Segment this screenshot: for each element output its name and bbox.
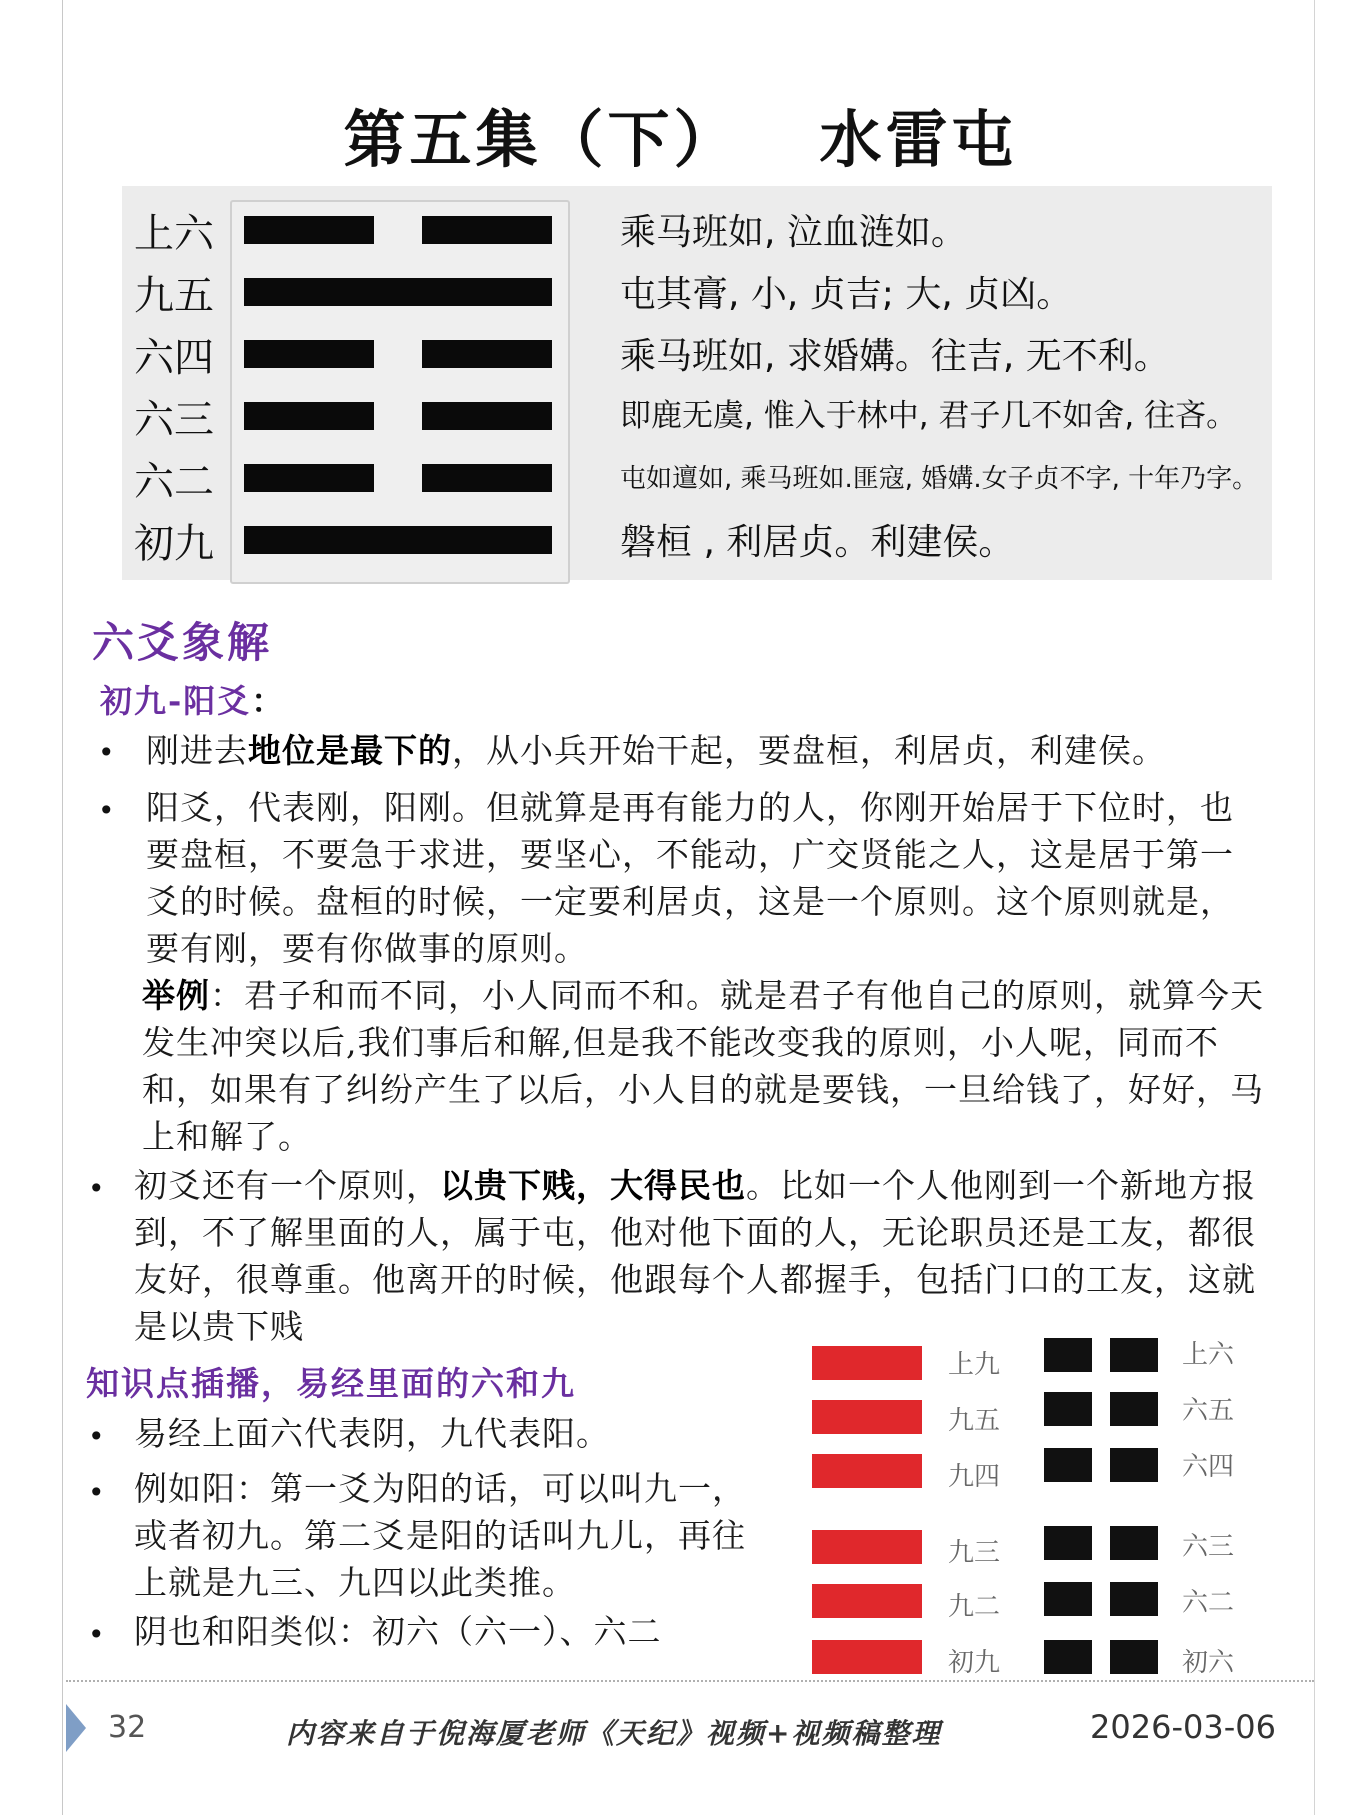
yin-line-right: [422, 464, 552, 492]
yin-block-right: [1110, 1448, 1158, 1482]
paragraph-bullet-2: 阳爻，代表刚，阳刚。但就算是再有能力的人，你刚开始居于下位时，也要盘桓，不要急于求进，要坚心，不能动，广交贤能之人，这是居于第一爻的时候。盘桓的时候，一定要利居贞，这是一个原则。这个原则就是，要有刚，要有你做事的原则。: [146, 788, 1234, 968]
yin-line-right: [422, 340, 552, 368]
line-verse: 磐桓 , 利居贞。利建侯。: [620, 522, 1015, 563]
yin-block-right: [1110, 1338, 1158, 1372]
bold-text: 以贵下贱，大得民也: [440, 1166, 746, 1205]
yin-line-left: [244, 216, 374, 244]
yin-label: 上六: [1182, 1340, 1235, 1370]
yin-block-left: [1044, 1448, 1092, 1482]
hexagram-row: [122, 506, 1272, 566]
yin-label: 六四: [1182, 1452, 1235, 1482]
text-segment: ：君子和而不同，小人同而不和。就是君子有他自己的原则，就算今天发生冲突以后,我们事后和解,但是我不能改变我的原则，小人呢，同而不和，如果有了纠纷产生了以后，小人目的就是要钱，一旦给钱了，好好，马上和解了。: [142, 976, 1264, 1156]
yin-block-left: [1044, 1582, 1092, 1616]
hexagram-table: [122, 186, 1272, 580]
page-number: 32: [108, 1710, 147, 1745]
yang-bar: [812, 1584, 922, 1618]
hexagram-row: [122, 382, 1272, 442]
bullet-dot: •: [88, 1618, 105, 1651]
yang-bar: [812, 1640, 922, 1674]
bullet-dot: •: [88, 1420, 105, 1453]
knowledge-title: 知识点插播，易经里面的六和九: [86, 1364, 576, 1403]
yin-block-right: [1110, 1526, 1158, 1560]
yin-block-right: [1110, 1392, 1158, 1426]
yang-bar: [812, 1400, 922, 1434]
yang-label: 九四: [948, 1462, 1001, 1492]
paragraph-example: [142, 972, 1282, 1160]
hexagram-row: [122, 258, 1272, 318]
yin-line-left: [244, 340, 374, 368]
yin-block-left: [1044, 1640, 1092, 1674]
footer-date: 2026-03-06: [1090, 1708, 1276, 1746]
bold-text: 地位是最下的: [248, 731, 452, 770]
yin-label: 六二: [1182, 1588, 1235, 1618]
footer-credit: 内容来自于倪海厦老师《天纪》视频+视频稿整理: [286, 1717, 942, 1750]
line-verse: 即鹿无虞, 惟入于林中, 君子几不如舍, 往吝。: [620, 398, 1238, 434]
yang-label: 九二: [948, 1592, 1001, 1622]
yang-label: 九五: [948, 1406, 1001, 1436]
yin-block-right: [1110, 1640, 1158, 1674]
line-position: 六四: [134, 335, 214, 381]
paragraph-bullet-1: [146, 727, 1286, 774]
line-verse: 乘马班如, 泣血涟如。: [620, 212, 967, 253]
yang-line: [244, 526, 552, 554]
yin-label: 六五: [1182, 1396, 1235, 1426]
line-position: 初九: [134, 521, 214, 567]
yang-label: 上九: [948, 1350, 1001, 1380]
bullet-dot: •: [98, 736, 115, 769]
line-position: 九五: [134, 273, 214, 319]
yang-label: 九三: [948, 1538, 1001, 1568]
sub-title-text: 初九-阳爻: [100, 682, 252, 720]
yang-bar: [812, 1454, 922, 1488]
bullet-dot: •: [98, 794, 115, 827]
line-verse: 屯如邅如, 乘马班如.匪寇, 婚媾.女子贞不字, 十年乃字。: [620, 464, 1259, 494]
yin-block-left: [1044, 1392, 1092, 1426]
example-label: 举例: [142, 976, 210, 1015]
section-title: 六爻象解: [92, 618, 273, 667]
yin-label: 初六: [1182, 1648, 1235, 1678]
hexagram-row: [122, 196, 1272, 256]
yin-line-right: [422, 216, 552, 244]
line-position: 上六: [134, 211, 214, 257]
yin-yang-line-diagram: [800, 1330, 1270, 1690]
sub-title-colon: ：: [251, 682, 286, 720]
page-border-left: [62, 0, 63, 1815]
title-episode: 第五集（下）: [343, 103, 740, 176]
title-hexagram-name: 水雷屯: [819, 103, 1018, 176]
paragraph-bullet-3: [134, 1162, 1264, 1350]
hexagram-row: [122, 320, 1272, 380]
page-border-right: [1314, 0, 1315, 1815]
text-segment: ，从小兵开始干起，要盘桓，利居贞，利建侯。: [452, 731, 1166, 770]
knowledge-item-1: 易经上面六代表阴，九代表阳。: [134, 1414, 610, 1453]
yang-label: 初九: [948, 1648, 1001, 1678]
line-verse: 乘马班如, 求婚媾。往吉, 无不利。: [620, 336, 1170, 377]
yin-block-right: [1110, 1582, 1158, 1616]
footer-divider: [66, 1680, 1314, 1682]
text-segment: 初爻还有一个原则，: [134, 1166, 440, 1205]
yin-line-left: [244, 402, 374, 430]
text-segment: 刚进去: [146, 731, 248, 770]
knowledge-item-2: 例如阳：第一爻为阳的话，可以叫九一，或者初九。第二爻是阳的话叫九儿，再往上就是九三、九四以此类推。: [134, 1469, 746, 1602]
yang-bar: [812, 1346, 922, 1380]
yin-block-left: [1044, 1338, 1092, 1372]
yang-bar: [812, 1530, 922, 1564]
page-title: [0, 90, 1361, 179]
line-verse: 屯其膏, 小, 贞吉; 大, 贞凶。: [620, 274, 1073, 315]
hexagram-row: [122, 444, 1272, 504]
yang-line: [244, 278, 552, 306]
bullet-dot: •: [88, 1172, 105, 1205]
line-position: 六二: [134, 459, 214, 505]
yin-label: 六三: [1182, 1532, 1235, 1562]
text-segment: 。比如一个人他刚到一个新地方报到，不了解里面的人，属于屯，他对他下面的人，无论职员还是工友，都很友好，很尊重。他离开的时候，他跟每个人都握手，包括门口的工友，这就是以贵下贱: [134, 1166, 1256, 1346]
knowledge-item-3: 阴也和阳类似：初六（六一）、六二: [134, 1612, 662, 1651]
yin-line-left: [244, 464, 374, 492]
yin-block-left: [1044, 1526, 1092, 1560]
line-position: 六三: [134, 397, 214, 443]
sub-title: [100, 676, 285, 722]
yin-line-right: [422, 402, 552, 430]
bullet-dot: •: [88, 1476, 105, 1509]
triangle-icon: [66, 1704, 86, 1752]
